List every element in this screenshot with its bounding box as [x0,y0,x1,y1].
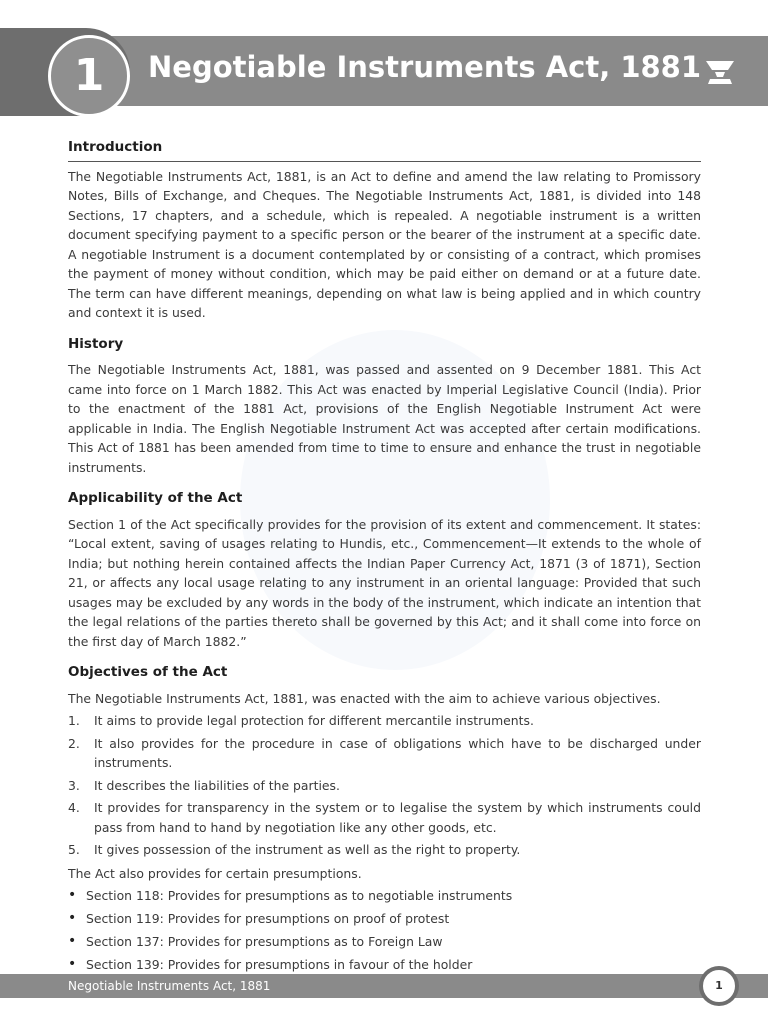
objective-number: 5. [68,842,80,857]
chapter-title: Negotiable Instruments Act, 1881 [148,50,702,84]
page-number: 1 [703,970,735,1002]
objective-text: It provides for transparency in the system or to legalise the system by which instruments could pass from hand to hand by negotiation like any other goods, etc. [94,800,701,835]
footer-title: Negotiable Instruments Act, 1881 [68,979,271,993]
objective-item [68,711,701,731]
section-heading-history: History [68,335,124,352]
introduction-paragraph: The Negotiable Instruments Act, 1881, is an Act to define and amend the law relating to Promissory Notes, Bills of Exchange, and Cheques. The Negotiable Instruments Act, 1881, is divided into 148 Sections, 17 chapters, and a schedule, which is repealed. A negotiable instrument is a written document specifying payment to a specific person or the bearer of the instrument at a specific date. A negotiable Instrument is a document contemplated by or consisting of a contract, which promises the payment of money without condition, which may be paid either on demand or at a future date. The term can have different meanings, depending on what law is being applied and in which country and context it is used. [68,168,701,320]
chapter-number: 1 [48,35,130,117]
presumption-item: • Section 139: Provides for presumptions in favour of the holder [68,955,701,975]
objective-item [68,776,701,796]
objective-item [68,798,701,837]
presumptions-list [68,886,701,975]
objectives-intro: The Negotiable Instruments Act, 1881, was enacted with the aim to achieve various objectives. [68,690,661,706]
applicability-paragraph: Section 1 of the Act specifically provides for the provision of its extent and commencement. It states: “Local extent, saving of usages relating to Hundis, etc., Commencement—It extends to the whole of India; but nothing herein contained affects the Indian Paper Currency Act, 1871 (3 of 1871), Section 21, or affects any local usage relating to any instrument in an oriental language: Provided that such usages may be excluded by any words in the body of the instrument, which indicate an intention that the legal relations of the parties thereto shall be governed by this Act; and it shall come into force on the first day of March 1882.” [68,516,701,649]
document-body [68,138,701,978]
section-heading-introduction: Introduction [68,138,701,162]
objective-text: It gives possession of the instrument as well as the right to property. [94,842,521,857]
objective-text: It aims to provide legal protection for different mercantile instruments. [94,713,534,728]
objective-number: 1. [68,713,80,728]
objective-item [68,840,701,860]
history-paragraph: The Negotiable Instruments Act, 1881, was passed and assented on 9 December 1881. This Act came into force on 1 March 1882. This Act was enacted by Imperial Legislative Council (India). Prior to the enactment of the 1881 Act, provisions of the English Negotiable Instrument Act were applicable in India. The English Negotiable Instrument Act was accepted after certain modifications. This Act of 1881 has been amended from time to time to ensure and enhance the trust in negotiable instruments. [68,362,701,475]
section-heading-applicability: Applicability of the Act [68,490,243,506]
trophy-icon [704,58,736,88]
objective-item [68,734,701,773]
presumption-item: • Section 137: Provides for presumptions as to Foreign Law [68,932,701,952]
presumption-item: • Section 118: Provides for presumptions as to negotiable instruments [68,886,701,906]
presumptions-intro: The Act also provides for certain presumptions. [68,865,362,881]
section-heading-objectives: Objectives of the Act [68,664,228,680]
objective-number: 4. [68,800,80,815]
presumption-item: • Section 119: Provides for presumptions on proof of protest [68,909,701,929]
objective-text: It also provides for the procedure in case of obligations which have to be discharged under instruments. [94,735,701,770]
objectives-list [68,711,701,860]
objective-number: 2. [68,735,80,751]
objective-text: It describes the liabilities of the parties. [94,777,340,793]
objective-number: 3. [68,777,80,793]
